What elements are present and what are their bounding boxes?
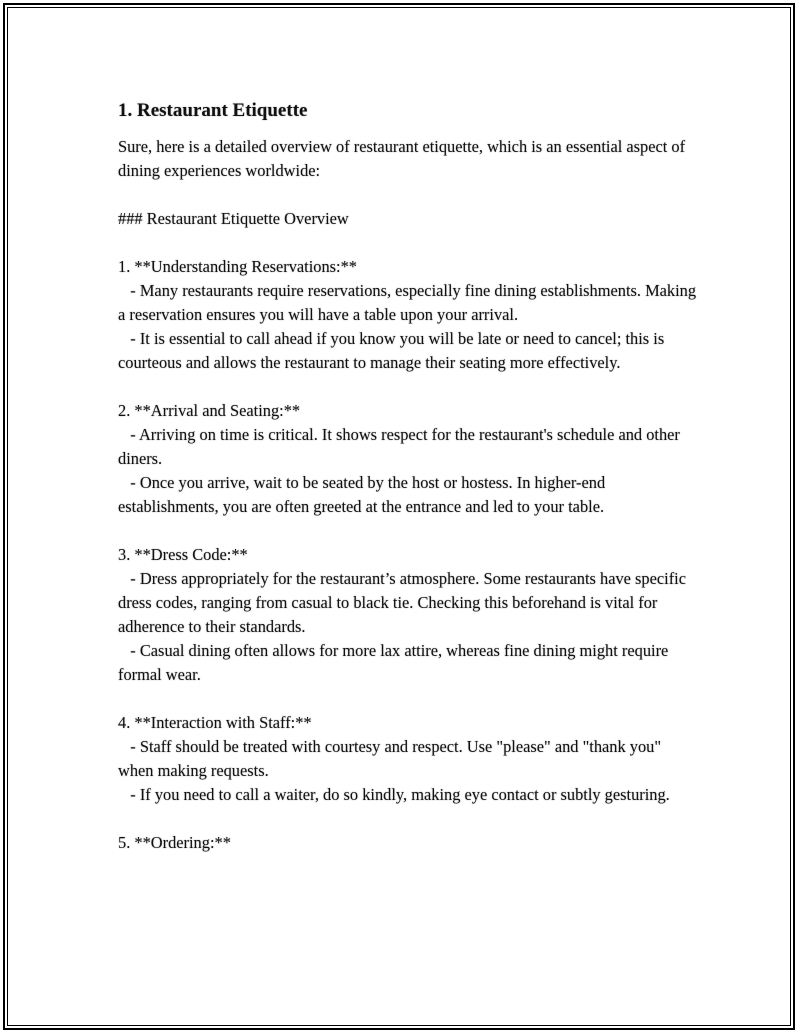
document-body [118, 97, 701, 879]
section-ordering [118, 831, 698, 855]
section-reservations [118, 255, 701, 375]
page-frame [3, 3, 795, 1030]
section-title: 3. **Dress Code:** [118, 545, 248, 564]
intro-paragraph: Sure, here is a detailed overview of restaurant etiquette, which is an essential aspect of dining experiences worldwide: [118, 137, 690, 180]
section-dress-code [118, 543, 698, 687]
section-bullet: - It is essential to call ahead if you know you will be late or need to cancel; this is courteous and allows the restaurant to manage their seating more effectively. [118, 329, 669, 372]
section-bullet: - Once you arrive, wait to be seated by the host or hostess. In higher-end establishments, you are often greeted at the entrance and led to your table. [118, 473, 610, 516]
section-title: 4. **Interaction with Staff:** [118, 713, 312, 732]
section-title: 5. **Ordering:** [118, 833, 231, 852]
section-bullet: - If you need to call a waiter, do so kindly, making eye contact or subtly gesturing. [118, 785, 670, 804]
section-bullet: - Many restaurants require reservations, especially fine dining establishments. Making a reservation ensures you will have a table upon your arrival. [118, 281, 701, 324]
section-title: 2. **Arrival and Seating:** [118, 401, 301, 420]
document-heading: 1. Restaurant Etiquette [118, 100, 308, 121]
section-title: 1. **Understanding Reservations:** [118, 257, 357, 276]
section-arrival [118, 399, 698, 519]
section-staff [118, 711, 698, 807]
section-bullet: - Dress appropriately for the restaurant’s atmosphere. Some restaurants have specific dress codes, ranging from casual to black tie. Checking this beforehand is vital for adherence to their standards. [118, 569, 691, 636]
section-bullet: - Staff should be treated with courtesy and respect. Use "please" and "thank you" when making requests. [118, 737, 666, 780]
section-bullet: - Casual dining often allows for more lax attire, whereas fine dining might require formal wear. [118, 641, 673, 684]
subheading-line: ### Restaurant Etiquette Overview [118, 209, 349, 228]
section-bullet: - Arriving on time is critical. It shows respect for the restaurant's schedule and other diners. [118, 425, 685, 468]
